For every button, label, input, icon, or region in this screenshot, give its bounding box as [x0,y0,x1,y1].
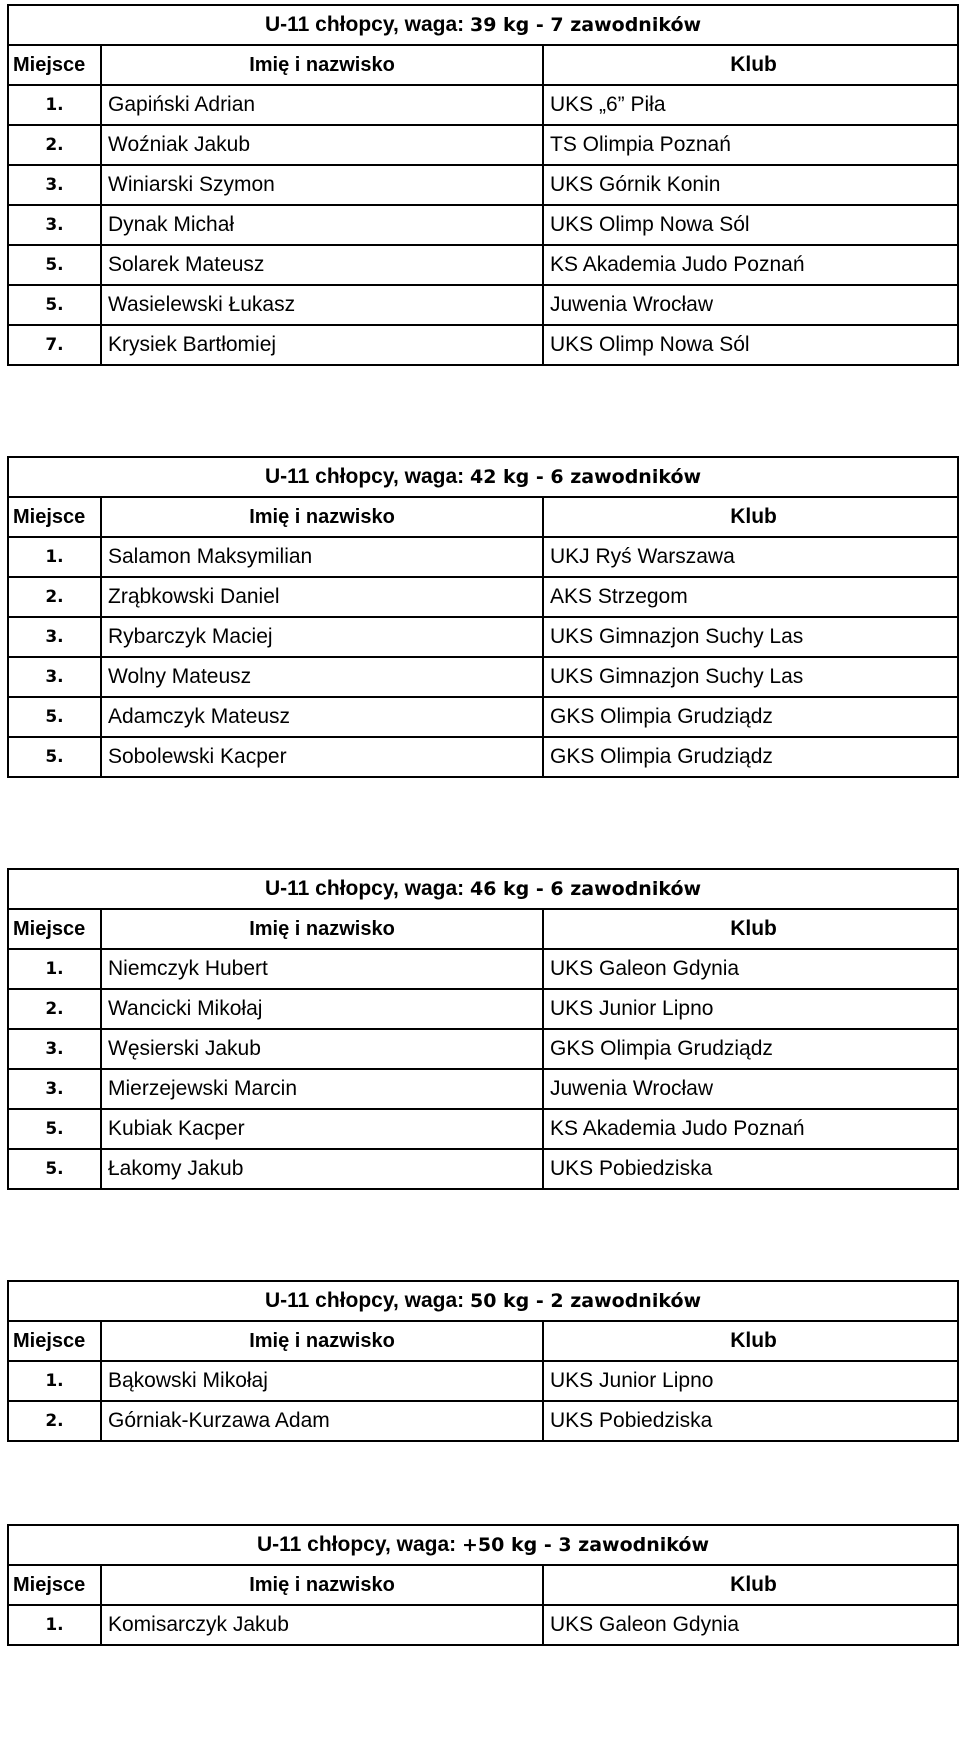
table-row [8,949,958,989]
name-cell: Górniak-Kurzawa Adam [101,1401,543,1441]
table-row [8,577,958,617]
category-weight: 46 kg - 6 zawodników [469,878,702,900]
club-cell: KS Akademia Judo Poznań [543,1109,958,1149]
category-title-prefix: U-11 chłopcy, waga: [256,1533,457,1556]
name-cell: Woźniak Jakub [101,125,543,165]
club-cell: UKJ Ryś Warszawa [543,537,958,577]
header-place: Miejsce [8,1565,101,1605]
name-cell: Salamon Maksymilian [101,537,543,577]
category-title-row [8,5,958,45]
club-cell: UKS Olimp Nowa Sól [543,325,958,365]
table-row [8,325,958,365]
name-cell: Niemczyk Hubert [101,949,543,989]
category-weight: 39 kg - 7 zawodników [469,14,702,36]
club-cell: UKS Junior Lipno [543,989,958,1029]
category-title [8,869,958,909]
club-cell: GKS Olimpia Grudziądz [543,737,958,777]
header-row [8,1565,958,1605]
header-row [8,1321,958,1361]
results-document [7,4,957,1646]
table-row [8,1029,958,1069]
club-cell: GKS Olimpia Grudziądz [543,1029,958,1069]
name-cell: Węsierski Jakub [101,1029,543,1069]
header-name: Imię i nazwisko [101,1321,543,1361]
place-cell: 2. [8,577,101,617]
place-cell: 3. [8,205,101,245]
table-row [8,1605,958,1645]
category-title-prefix: U-11 chłopcy, waga: [264,13,465,36]
table-row [8,737,958,777]
category-table [7,1280,959,1442]
place-cell: 2. [8,125,101,165]
header-row [8,45,958,85]
category-weight: 42 kg - 6 zawodników [469,466,702,488]
club-cell: KS Akademia Judo Poznań [543,245,958,285]
table-row [8,537,958,577]
category-title-row [8,1525,958,1565]
place-cell: 5. [8,697,101,737]
header-place: Miejsce [8,1321,101,1361]
club-cell: UKS Pobiedziska [543,1401,958,1441]
header-place: Miejsce [8,909,101,949]
table-row [8,245,958,285]
table-row [8,165,958,205]
category-table [7,1524,959,1646]
place-cell: 1. [8,1605,101,1645]
category-title-row [8,457,958,497]
name-cell: Zrąbkowski Daniel [101,577,543,617]
name-cell: Solarek Mateusz [101,245,543,285]
category-title-row [8,869,958,909]
header-club: Klub [543,1565,958,1605]
name-cell: Rybarczyk Maciej [101,617,543,657]
header-name: Imię i nazwisko [101,45,543,85]
place-cell: 5. [8,1109,101,1149]
place-cell: 1. [8,537,101,577]
category-weight: +50 kg - 3 zawodników [462,1534,710,1556]
category-title [8,1281,958,1321]
place-cell: 3. [8,657,101,697]
name-cell: Wancicki Mikołaj [101,989,543,1029]
name-cell: Krysiek Bartłomiej [101,325,543,365]
category-title [8,5,958,45]
club-cell: Juwenia Wrocław [543,285,958,325]
table-row [8,85,958,125]
club-cell: TS Olimpia Poznań [543,125,958,165]
table-row [8,1401,958,1441]
name-cell: Adamczyk Mateusz [101,697,543,737]
name-cell: Winiarski Szymon [101,165,543,205]
header-club: Klub [543,1321,958,1361]
header-name: Imię i nazwisko [101,497,543,537]
table-spacer [7,366,957,456]
place-cell: 1. [8,949,101,989]
table-spacer [7,1190,957,1280]
place-cell: 7. [8,325,101,365]
club-cell: UKS Górnik Konin [543,165,958,205]
name-cell: Komisarczyk Jakub [101,1605,543,1645]
table-row [8,989,958,1029]
table-row [8,1149,958,1189]
header-club: Klub [543,909,958,949]
name-cell: Bąkowski Mikołaj [101,1361,543,1401]
category-table [7,456,959,778]
header-name: Imię i nazwisko [101,909,543,949]
place-cell: 2. [8,989,101,1029]
place-cell: 1. [8,1361,101,1401]
name-cell: Dynak Michał [101,205,543,245]
table-row [8,1361,958,1401]
table-row [8,657,958,697]
category-table [7,868,959,1190]
place-cell: 5. [8,285,101,325]
place-cell: 5. [8,245,101,285]
place-cell: 2. [8,1401,101,1441]
club-cell: UKS Pobiedziska [543,1149,958,1189]
category-title-prefix: U-11 chłopcy, waga: [264,877,465,900]
name-cell: Mierzejewski Marcin [101,1069,543,1109]
name-cell: Wasielewski Łukasz [101,285,543,325]
category-title [8,457,958,497]
place-cell: 1. [8,85,101,125]
header-row [8,497,958,537]
club-cell: UKS Galeon Gdynia [543,1605,958,1645]
club-cell: UKS Gimnazjon Suchy Las [543,617,958,657]
club-cell: UKS „6” Piła [543,85,958,125]
table-spacer [7,778,957,868]
place-cell: 5. [8,737,101,777]
header-club: Klub [543,45,958,85]
header-row [8,909,958,949]
table-spacer [7,1442,957,1524]
place-cell: 5. [8,1149,101,1189]
table-row [8,1109,958,1149]
header-place: Miejsce [8,45,101,85]
category-title-prefix: U-11 chłopcy, waga: [264,1289,465,1312]
table-row [8,125,958,165]
category-table [7,4,959,366]
name-cell: Sobolewski Kacper [101,737,543,777]
category-title-row [8,1281,958,1321]
club-cell: Juwenia Wrocław [543,1069,958,1109]
category-title-prefix: U-11 chłopcy, waga: [264,465,465,488]
name-cell: Gapiński Adrian [101,85,543,125]
place-cell: 3. [8,165,101,205]
header-name: Imię i nazwisko [101,1565,543,1605]
place-cell: 3. [8,617,101,657]
header-place: Miejsce [8,497,101,537]
club-cell: UKS Junior Lipno [543,1361,958,1401]
table-row [8,285,958,325]
name-cell: Łakomy Jakub [101,1149,543,1189]
name-cell: Kubiak Kacper [101,1109,543,1149]
club-cell: UKS Olimp Nowa Sól [543,205,958,245]
table-row [8,617,958,657]
category-weight: 50 kg - 2 zawodników [469,1290,702,1312]
club-cell: UKS Gimnazjon Suchy Las [543,657,958,697]
name-cell: Wolny Mateusz [101,657,543,697]
club-cell: GKS Olimpia Grudziądz [543,697,958,737]
table-row [8,205,958,245]
club-cell: AKS Strzegom [543,577,958,617]
category-title [8,1525,958,1565]
table-row [8,1069,958,1109]
place-cell: 3. [8,1029,101,1069]
table-row [8,697,958,737]
place-cell: 3. [8,1069,101,1109]
header-club: Klub [543,497,958,537]
club-cell: UKS Galeon Gdynia [543,949,958,989]
